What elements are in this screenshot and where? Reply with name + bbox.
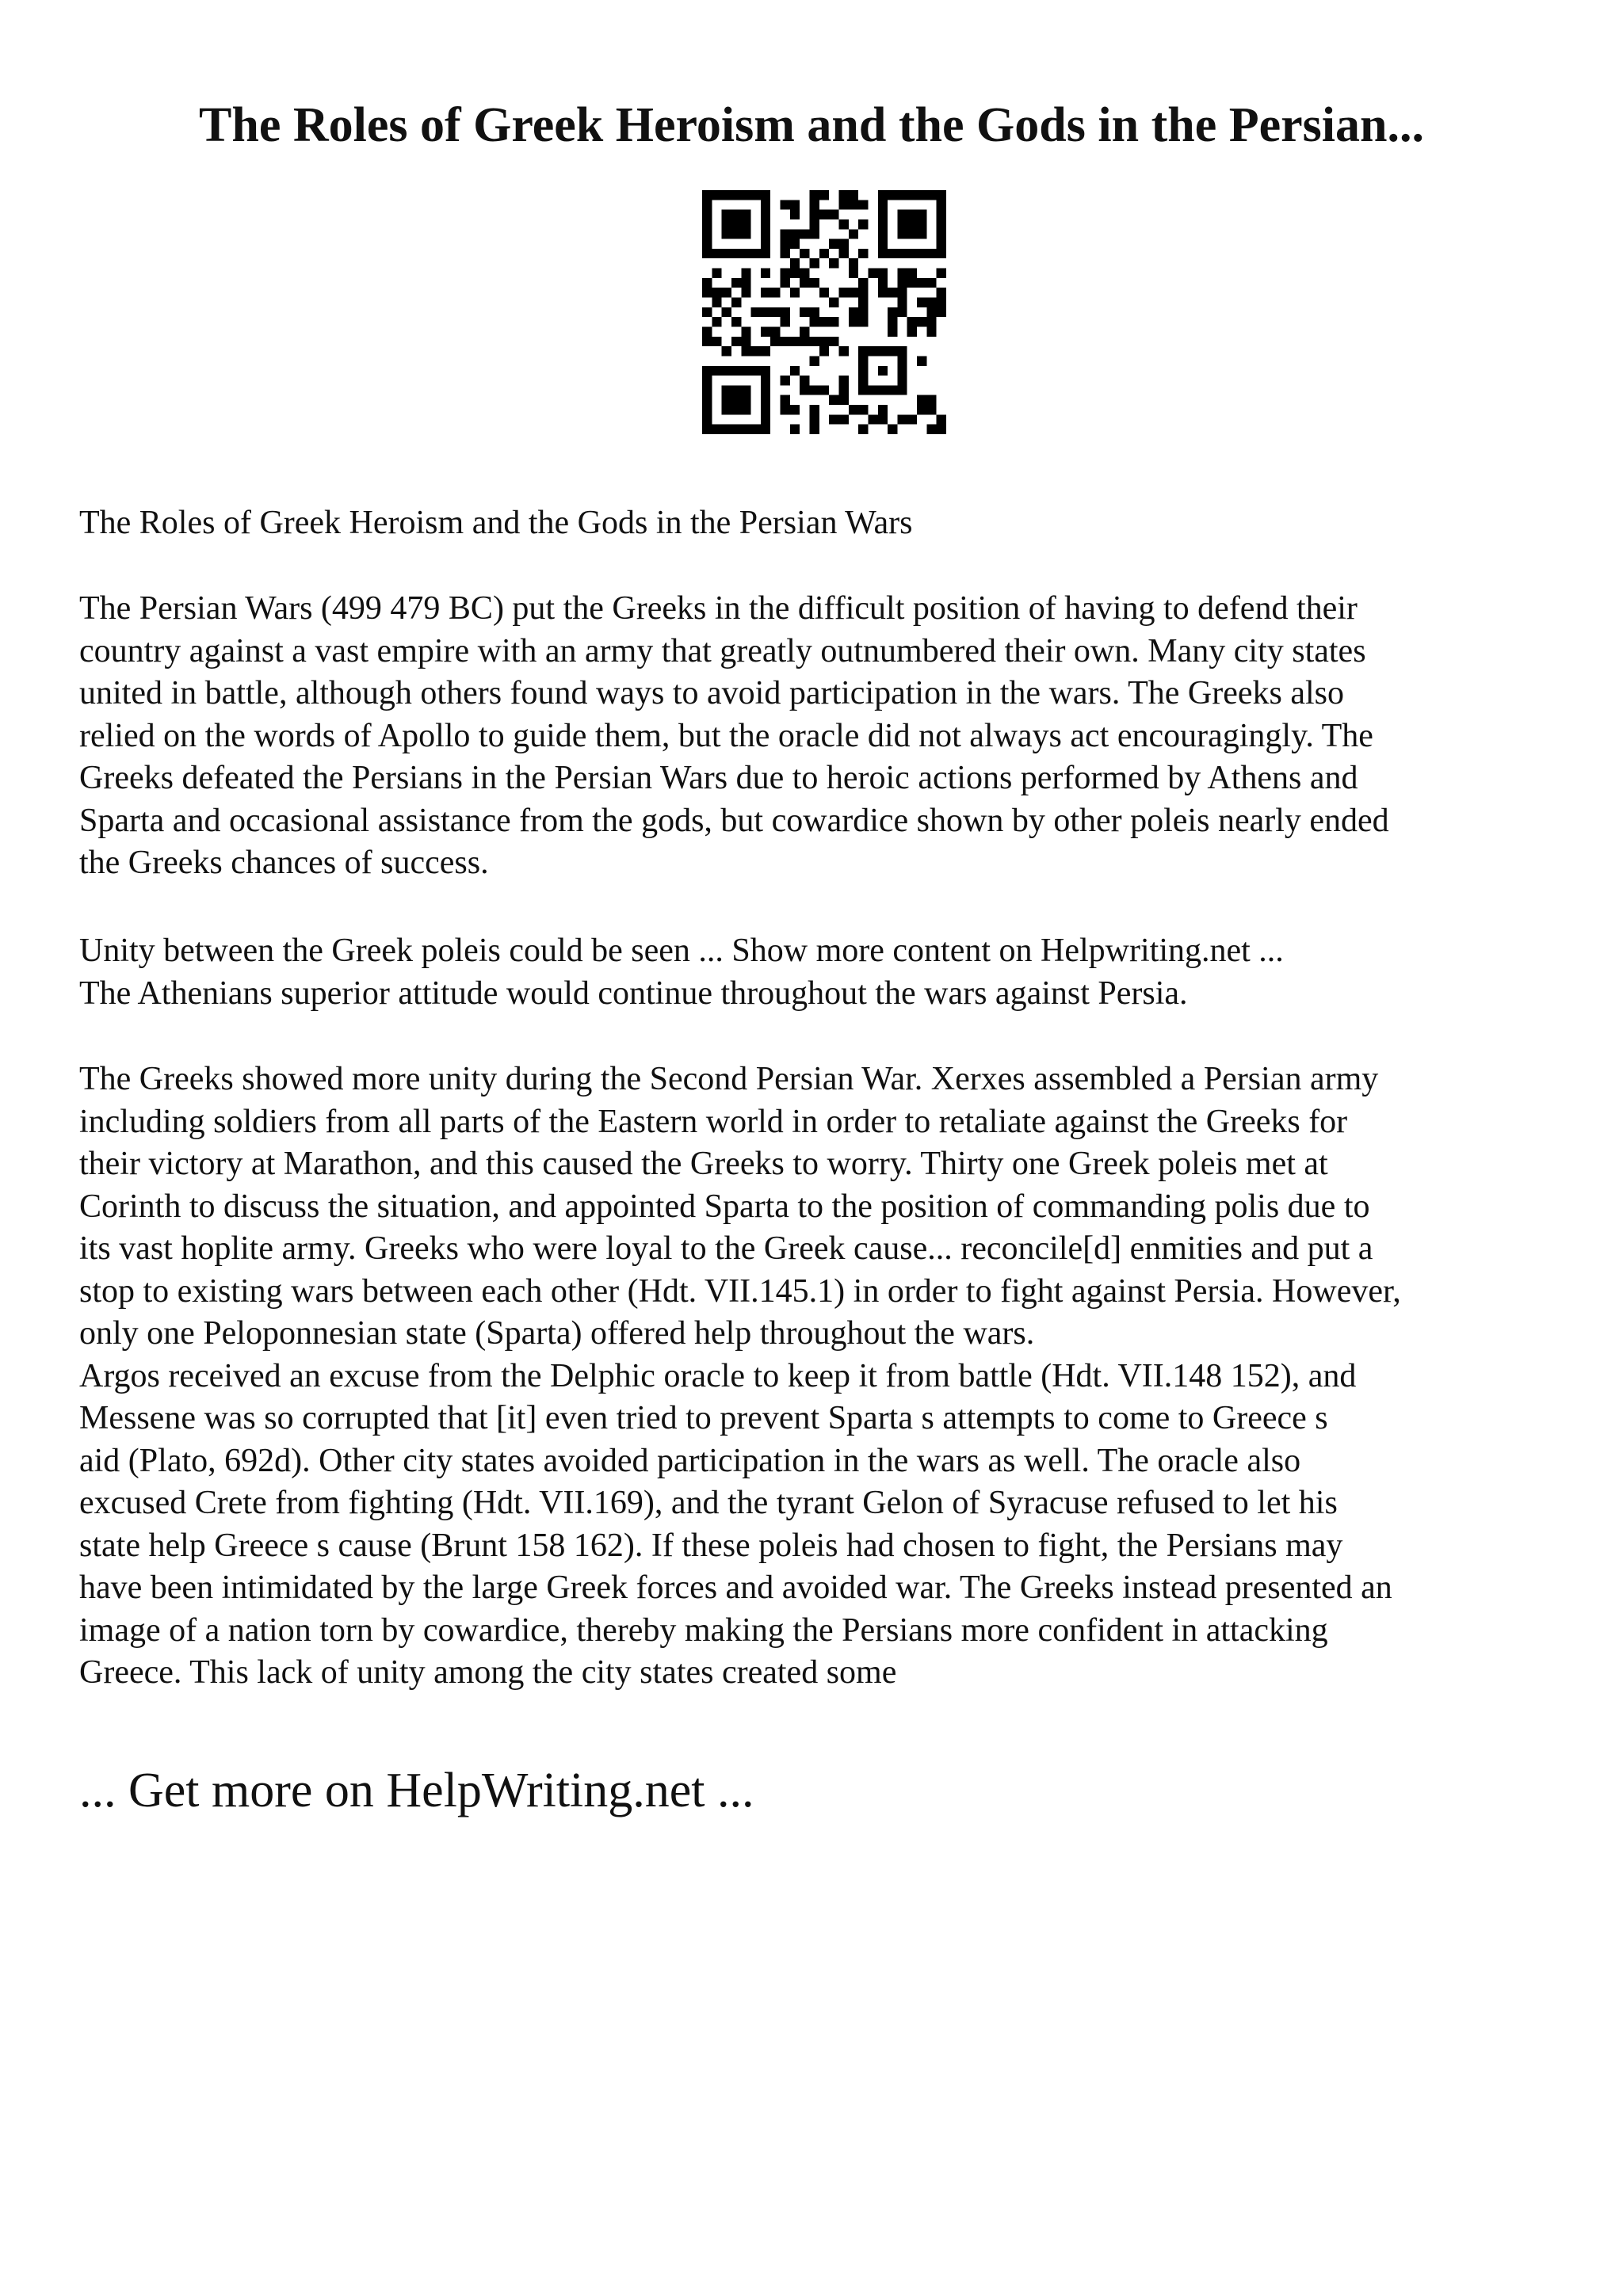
- get-more-link[interactable]: ... Get more on HelpWriting.net ...: [79, 1764, 754, 1817]
- paragraph-intro: The Persian Wars (499 479 BC) put the Greeks in the difficult position of having to defend their country against a vast empire with an army that greatly outnumbered their own. Many city states united in battle, although others found ways to avoid participation in the wars. The Greeks also relied on the words of Apollo to guide them, but the oracle did not always act encouragingly. The Greeks defeated the Persians in the Persian Wars due to heroic actions performed by Athens and Sparta and occasional assistance from the gods, but cowardice shown by other poleis nearly ended the Greeks chances of success.: [79, 590, 1389, 881]
- paragraph-body: The Greeks showed more unity during the Second Persian War. Xerxes assembled a Persian army including soldiers from all parts of the Eastern world in order to retaliate against the Greeks for their victory at Marathon, and this caused the Greeks to worry. Thirty one Greek poleis met at Corinth to discuss the situation, and appointed Sparta to the position of commanding polis due to its vast hoplite army. Greeks who were loyal to the Greek cause... reconcile[d] enmities and put a stop to existing wars between each other (Hdt. VII.145.1) in order to fight against Persia. However, only one Peloponnesian state (Sparta) offered help throughout the wars. Argos received an excuse from the Delphic oracle to keep it from battle (Hdt. VII.148 152), and Messene was so corrupted that [it] even tried to prevent Sparta s attempts to come to Greece s aid (Plato, 692d). Other city states avoided participation in the wars as well. The oracle also excused Crete from fighting (Hdt. VII.169), and the tyrant Gelon of Syracuse refused to let his state help Greece s cause (Brunt 158 162). If these poleis had chosen to fight, the Persians may have been intimidated by the large Greek forces and avoided war. The Greeks instead presented an image of a nation torn by cowardice, thereby making the Persians more confident in attacking Greece. This lack of unity among the city states created some: [79, 1061, 1401, 1691]
- document-title: The Roles of Greek Heroism and the Gods in the Persian...: [199, 98, 1424, 152]
- paragraph-preview: Unity between the Greek poleis could be seen ... Show more content on Helpwriting.net ... The Athenians superior attitude would continue throughout the wars against Persia.: [79, 933, 1284, 1012]
- qr-code-icon: [702, 190, 946, 434]
- document-subtitle: The Roles of Greek Heroism and the Gods in the Persian Wars: [79, 505, 913, 541]
